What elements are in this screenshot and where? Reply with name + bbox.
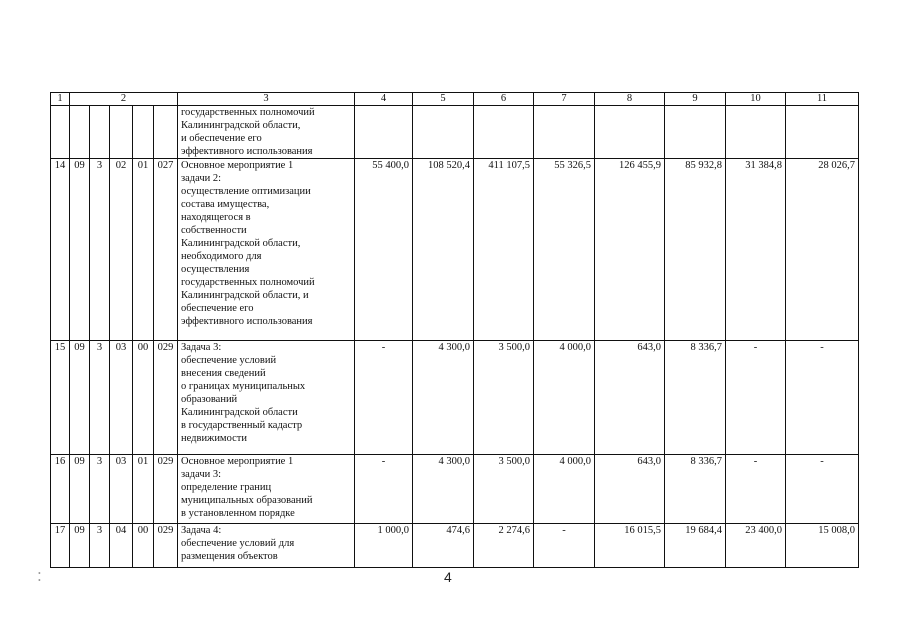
value-cell: - bbox=[355, 341, 413, 455]
header-col-1: 1 bbox=[51, 93, 70, 106]
value-cell: 4 300,0 bbox=[413, 341, 474, 455]
value-cell: 16 015,5 bbox=[595, 524, 665, 568]
description-line: размещения объектов bbox=[181, 551, 278, 562]
value-cell bbox=[413, 106, 474, 159]
description-line: обеспечение условий для bbox=[181, 538, 295, 549]
value-cell: 4 000,0 bbox=[534, 341, 595, 455]
code-cell: 3 bbox=[90, 341, 110, 455]
value-cell: 15 008,0 bbox=[786, 524, 859, 568]
description-line: муниципальных образований bbox=[181, 495, 313, 506]
description-line: задачи 3: bbox=[181, 469, 222, 480]
header-col-10: 10 bbox=[726, 93, 786, 106]
value-cell bbox=[726, 106, 786, 159]
code-cell: 029 bbox=[154, 455, 178, 524]
code-cell: 3 bbox=[90, 455, 110, 524]
page-number: 4 bbox=[444, 569, 452, 585]
code-cell bbox=[110, 106, 133, 159]
code-cell bbox=[133, 106, 154, 159]
code-cell: 09 bbox=[70, 455, 90, 524]
header-col-7: 7 bbox=[534, 93, 595, 106]
description-line: государственных полномочий bbox=[181, 107, 315, 118]
code-cell: 16 bbox=[51, 455, 70, 524]
code-cell: 09 bbox=[70, 159, 90, 341]
value-cell: 31 384,8 bbox=[726, 159, 786, 341]
code-cell: 09 bbox=[70, 524, 90, 568]
value-cell: 126 455,9 bbox=[595, 159, 665, 341]
description-line: о границах муниципальных bbox=[181, 381, 306, 392]
description-line: осуществление оптимизации bbox=[181, 186, 311, 197]
value-cell bbox=[786, 106, 859, 159]
code-cell: 02 bbox=[110, 159, 133, 341]
description-line: Калининградской области, и bbox=[181, 290, 309, 301]
header-row bbox=[51, 93, 859, 106]
description-line: в установленном порядке bbox=[181, 508, 295, 519]
value-cell: 85 932,8 bbox=[665, 159, 726, 341]
description-line: государственных полномочий bbox=[181, 277, 315, 288]
value-cell: 3 500,0 bbox=[474, 341, 534, 455]
code-cell bbox=[70, 106, 90, 159]
description-line: необходимого для bbox=[181, 251, 262, 262]
table-row bbox=[51, 106, 859, 159]
code-cell: 029 bbox=[154, 341, 178, 455]
value-cell: 474,6 bbox=[413, 524, 474, 568]
description-cell bbox=[178, 341, 355, 455]
description-line: и обеспечение его bbox=[181, 133, 262, 144]
value-cell bbox=[665, 106, 726, 159]
code-cell: 01 bbox=[133, 159, 154, 341]
value-cell: 1 000,0 bbox=[355, 524, 413, 568]
code-cell: 17 bbox=[51, 524, 70, 568]
value-cell: 3 500,0 bbox=[474, 455, 534, 524]
value-cell: 55 400,0 bbox=[355, 159, 413, 341]
header-col-3: 3 bbox=[178, 93, 355, 106]
code-cell bbox=[51, 106, 70, 159]
value-cell: 108 520,4 bbox=[413, 159, 474, 341]
value-cell bbox=[595, 106, 665, 159]
value-cell: 28 026,7 bbox=[786, 159, 859, 341]
value-cell: 23 400,0 bbox=[726, 524, 786, 568]
value-cell: - bbox=[786, 455, 859, 524]
description-line: Основное мероприятие 1 bbox=[181, 160, 294, 171]
value-cell: 4 300,0 bbox=[413, 455, 474, 524]
code-cell: 00 bbox=[133, 341, 154, 455]
value-cell: 19 684,4 bbox=[665, 524, 726, 568]
description-line: Калининградской области, bbox=[181, 238, 301, 249]
value-cell bbox=[534, 106, 595, 159]
code-cell bbox=[154, 106, 178, 159]
table-body bbox=[51, 106, 859, 568]
header-col-4: 4 bbox=[355, 93, 413, 106]
code-cell: 3 bbox=[90, 524, 110, 568]
header-col-6: 6 bbox=[474, 93, 534, 106]
value-cell: 643,0 bbox=[595, 455, 665, 524]
description-line: эффективного использования bbox=[181, 146, 313, 157]
description-line: задачи 2: bbox=[181, 173, 222, 184]
description-line: обеспечение его bbox=[181, 303, 254, 314]
value-cell: - bbox=[726, 455, 786, 524]
value-cell: - bbox=[726, 341, 786, 455]
description-line: обеспечение условий bbox=[181, 355, 277, 366]
description-line: Калининградской области bbox=[181, 407, 298, 418]
table-row bbox=[51, 159, 859, 341]
value-cell: 643,0 bbox=[595, 341, 665, 455]
code-cell: 027 bbox=[154, 159, 178, 341]
description-line: определение границ bbox=[181, 482, 272, 493]
description-line: находящегося в bbox=[181, 212, 251, 223]
value-cell: - bbox=[534, 524, 595, 568]
value-cell bbox=[474, 106, 534, 159]
value-cell: - bbox=[786, 341, 859, 455]
code-cell: 3 bbox=[90, 159, 110, 341]
description-cell bbox=[178, 455, 355, 524]
code-cell: 029 bbox=[154, 524, 178, 568]
description-line: Задача 4: bbox=[181, 525, 222, 536]
code-cell: 14 bbox=[51, 159, 70, 341]
code-cell: 03 bbox=[110, 341, 133, 455]
code-cell: 04 bbox=[110, 524, 133, 568]
code-cell: 15 bbox=[51, 341, 70, 455]
description-line: образований bbox=[181, 394, 238, 405]
value-cell: 2 274,6 bbox=[474, 524, 534, 568]
header-col-9: 9 bbox=[665, 93, 726, 106]
description-line: недвижимости bbox=[181, 433, 247, 444]
value-cell bbox=[355, 106, 413, 159]
table-row bbox=[51, 524, 859, 568]
description-line: Задача 3: bbox=[181, 342, 222, 353]
description-cell bbox=[178, 159, 355, 341]
description-line: состава имущества, bbox=[181, 199, 270, 210]
scan-edge-mark: • • bbox=[38, 569, 41, 585]
description-line: Калининградской области, bbox=[181, 120, 301, 131]
description-line: собственности bbox=[181, 225, 247, 236]
value-cell: 55 326,5 bbox=[534, 159, 595, 341]
code-cell: 00 bbox=[133, 524, 154, 568]
table-row bbox=[51, 455, 859, 524]
budget-program-table bbox=[50, 92, 859, 568]
description-line: в государственный кадастр bbox=[181, 420, 303, 431]
value-cell: 4 000,0 bbox=[534, 455, 595, 524]
value-cell: 8 336,7 bbox=[665, 341, 726, 455]
value-cell: - bbox=[355, 455, 413, 524]
description-line: эффективного использования bbox=[181, 316, 313, 327]
description-line: осуществления bbox=[181, 264, 250, 275]
header-col-5: 5 bbox=[413, 93, 474, 106]
header-col-11: 11 bbox=[786, 93, 859, 106]
description-line: внесения сведений bbox=[181, 368, 266, 379]
description-cell bbox=[178, 106, 355, 159]
description-cell bbox=[178, 524, 355, 568]
value-cell: 8 336,7 bbox=[665, 455, 726, 524]
code-cell: 03 bbox=[110, 455, 133, 524]
table-row bbox=[51, 341, 859, 455]
header-col-2: 2 bbox=[70, 93, 178, 106]
code-cell: 01 bbox=[133, 455, 154, 524]
description-line: Основное мероприятие 1 bbox=[181, 456, 294, 467]
header-col-8: 8 bbox=[595, 93, 665, 106]
code-cell: 09 bbox=[70, 341, 90, 455]
value-cell: 411 107,5 bbox=[474, 159, 534, 341]
code-cell bbox=[90, 106, 110, 159]
